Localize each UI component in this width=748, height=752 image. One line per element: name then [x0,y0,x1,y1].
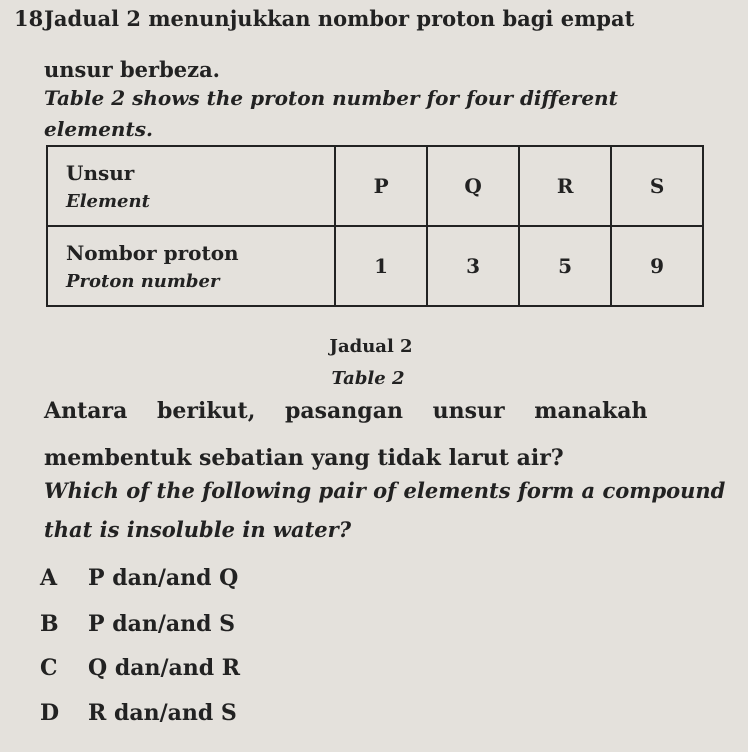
option-b-letter: B [40,611,59,637]
proton-cell-s: 9 [611,226,703,306]
option-c[interactable] [40,655,240,681]
option-d[interactable] [40,700,237,726]
proton-header-malay: Nombor proton [66,240,239,265]
option-b[interactable] [40,611,235,637]
prompt-malay-line-2: membentuk sebatian yang tidak larut air? [44,445,564,471]
option-c-letter: C [40,655,58,681]
question-english-line-1: Table 2 shows the proton number for four different [44,86,618,110]
element-cell-q: Q [427,146,519,226]
table-row-element [47,146,703,226]
option-a-text: P dan/and Q [88,565,239,591]
prompt-malay-line-1: Antara berikut, pasangan unsur manakah [44,398,648,424]
element-header-cell [47,146,335,226]
question-english-line-2: elements. [44,117,153,141]
element-cell-r: R [519,146,611,226]
prompt-english-line-2: that is insoluble in water? [44,517,352,542]
proton-cell-r: 5 [519,226,611,306]
question-number: 18 [14,6,44,31]
proton-number-table [46,145,704,307]
element-cell-s: S [611,146,703,226]
element-cell-p: P [335,146,427,226]
proton-cell-p: 1 [335,226,427,306]
prompt-english-line-1: Which of the following pair of elements form a compound [44,478,726,503]
option-d-letter: D [40,700,60,726]
table-caption-english: Table 2 [331,368,405,389]
option-a-letter: A [40,565,58,591]
question-malay-line-1: Jadual 2 menunjukkan nombor proton bagi empat [44,6,635,31]
option-b-text: P dan/and S [88,611,236,637]
table-row-proton-number [47,226,703,306]
proton-cell-q: 3 [427,226,519,306]
option-c-text: Q dan/and R [88,655,241,681]
option-d-text: R dan/and S [88,700,237,726]
element-header-malay: Unsur [66,160,135,185]
proton-header-cell [47,226,335,306]
element-header-english: Element [66,190,150,212]
table-caption-malay: Jadual 2 [329,336,413,357]
proton-header-english: Proton number [66,270,220,292]
option-a[interactable] [40,565,238,591]
question-malay-line-2: unsur berbeza. [44,57,220,82]
